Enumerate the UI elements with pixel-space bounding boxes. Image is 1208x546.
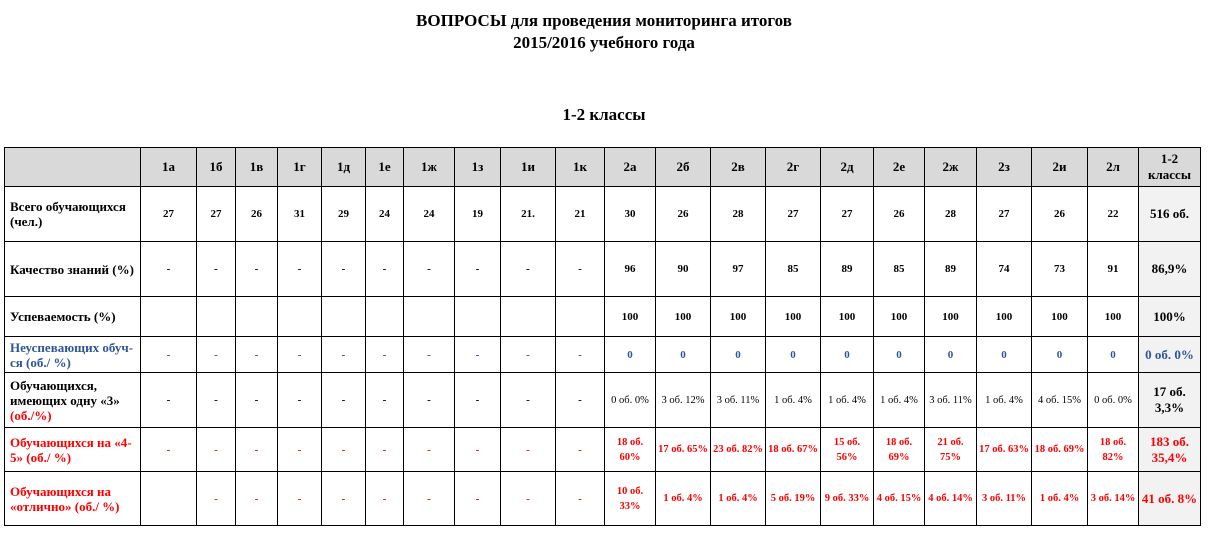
header-corner [5, 148, 141, 187]
cell-2д: 15 об. 56% [821, 428, 874, 472]
cell-1а: - [141, 373, 197, 428]
cell-2и: 73 [1032, 242, 1088, 297]
page-title: ВОПРОСЫ для проведения мониторинга итогов [416, 11, 792, 30]
cell-1г [278, 297, 322, 337]
cell-1к: - [556, 337, 605, 373]
cell-1г: - [278, 242, 322, 297]
cell-2г: 0 [766, 337, 821, 373]
class-header-2д: 2д [821, 148, 874, 187]
cell-2и: 0 [1032, 337, 1088, 373]
cell-1ж: - [404, 373, 455, 428]
cell-2а: 100 [605, 297, 656, 337]
page-title-year: 2015/2016 учебного года [513, 33, 695, 52]
cell-2л: 3 об. 14% [1088, 472, 1139, 526]
cell-1е: - [366, 428, 404, 472]
cell-1и: - [501, 428, 556, 472]
cell-1е [366, 297, 404, 337]
row-label-text: Обучающихся на «отлично» (об./ %) [10, 483, 120, 514]
row-label [5, 187, 141, 242]
cell-2в: 0 [711, 337, 766, 373]
cell-1д [322, 297, 366, 337]
cell-1г: - [278, 373, 322, 428]
cell-1б: - [197, 373, 236, 428]
row-label-suffix: (об./%) [10, 407, 52, 423]
class-header-2б: 2б [656, 148, 711, 187]
row-label [5, 428, 141, 472]
row-label-text: Обучающихся, имеющих одну «3» [10, 377, 120, 408]
cell-1а: - [141, 242, 197, 297]
cell-2г: 100 [766, 297, 821, 337]
cell-1е: 24 [366, 187, 404, 242]
cell-2е: 4 об. 15% [874, 472, 925, 526]
cell-1ж [404, 297, 455, 337]
row-total: 41 об. 8% [1139, 472, 1201, 526]
cell-2л: 0 об. 0% [1088, 373, 1139, 428]
cell-2е: 85 [874, 242, 925, 297]
cell-1г: - [278, 428, 322, 472]
cell-1в: - [236, 472, 278, 526]
class-header-1и: 1и [501, 148, 556, 187]
cell-1е: - [366, 242, 404, 297]
cell-2з: 17 об. 63% [977, 428, 1032, 472]
row-total-students [5, 187, 1201, 242]
cell-1в: - [236, 373, 278, 428]
cell-1з [455, 297, 501, 337]
cell-2е: 1 об. 4% [874, 373, 925, 428]
cell-2д: 9 об. 33% [821, 472, 874, 526]
class-header-2в: 2в [711, 148, 766, 187]
row-label [5, 472, 141, 526]
cell-1в [236, 297, 278, 337]
cell-2з: 1 об. 4% [977, 373, 1032, 428]
cell-1к [556, 297, 605, 337]
row-total: 0 об. 0% [1139, 337, 1201, 373]
cell-2в: 28 [711, 187, 766, 242]
class-header-2л: 2л [1088, 148, 1139, 187]
cell-1а [141, 297, 197, 337]
cell-2з: 3 об. 11% [977, 472, 1032, 526]
cell-2з: 27 [977, 187, 1032, 242]
cell-2в: 100 [711, 297, 766, 337]
cell-2е: 26 [874, 187, 925, 242]
cell-2а: 0 [605, 337, 656, 373]
cell-1з: 19 [455, 187, 501, 242]
cell-2в: 97 [711, 242, 766, 297]
cell-1и [501, 297, 556, 337]
cell-1ж: - [404, 428, 455, 472]
row-label [5, 337, 141, 373]
class-header-2з: 2з [977, 148, 1032, 187]
cell-1д: - [322, 242, 366, 297]
cell-2д: 1 об. 4% [821, 373, 874, 428]
cell-2и: 1 об. 4% [1032, 472, 1088, 526]
cell-1в: 26 [236, 187, 278, 242]
row-label-text: Неуспевающих обуч-ся (об./ %) [10, 339, 134, 370]
cell-1в: - [236, 428, 278, 472]
row-total: 100% [1139, 297, 1201, 337]
cell-2д: 89 [821, 242, 874, 297]
cell-1з: - [455, 472, 501, 526]
cell-2а: 96 [605, 242, 656, 297]
cell-1а: - [141, 428, 197, 472]
cell-1е: - [366, 472, 404, 526]
cell-1е: - [366, 373, 404, 428]
cell-1з: - [455, 242, 501, 297]
cell-2л: 100 [1088, 297, 1139, 337]
row-total: 17 об. 3,3% [1139, 373, 1201, 428]
cell-2з: 100 [977, 297, 1032, 337]
row-progress [5, 297, 1201, 337]
cell-2ж: 4 об. 14% [925, 472, 977, 526]
cell-2д: 0 [821, 337, 874, 373]
cell-2в: 1 об. 4% [711, 472, 766, 526]
cell-2л: 0 [1088, 337, 1139, 373]
cell-2б: 100 [656, 297, 711, 337]
cell-2ж: 89 [925, 242, 977, 297]
cell-2г: 85 [766, 242, 821, 297]
cell-2л: 22 [1088, 187, 1139, 242]
row-total: 183 об. 35,4% [1139, 428, 1201, 472]
cell-2б: 1 об. 4% [656, 472, 711, 526]
cell-1и: 21. [501, 187, 556, 242]
class-header-1б: 1б [197, 148, 236, 187]
row-label [5, 373, 141, 428]
cell-2б: 26 [656, 187, 711, 242]
cell-1б [197, 297, 236, 337]
cell-1б: 27 [197, 187, 236, 242]
section-subtitle: 1-2 классы [562, 105, 646, 124]
row-label-text: Успеваемость (%) [10, 309, 116, 324]
cell-1д: - [322, 428, 366, 472]
cell-2з: 74 [977, 242, 1032, 297]
class-header-2е: 2е [874, 148, 925, 187]
cell-1з: - [455, 337, 501, 373]
cell-2е: 18 об. 69% [874, 428, 925, 472]
cell-2ж: 21 об. 75% [925, 428, 977, 472]
cell-1ж: - [404, 337, 455, 373]
cell-1д: - [322, 373, 366, 428]
cell-1г: 31 [278, 187, 322, 242]
class-header-2а: 2а [605, 148, 656, 187]
cell-2б: 90 [656, 242, 711, 297]
row-one-three [5, 373, 1201, 428]
cell-2а: 0 об. 0% [605, 373, 656, 428]
cell-2д: 100 [821, 297, 874, 337]
cell-2е: 100 [874, 297, 925, 337]
class-header-2ж: 2ж [925, 148, 977, 187]
cell-1д: - [322, 472, 366, 526]
cell-1з: - [455, 428, 501, 472]
cell-1к: - [556, 472, 605, 526]
class-header-2и: 2и [1032, 148, 1088, 187]
cell-2д: 27 [821, 187, 874, 242]
header-row [5, 148, 1201, 187]
cell-1г: - [278, 472, 322, 526]
row-failing [5, 337, 1201, 373]
class-header-1к: 1к [556, 148, 605, 187]
cell-2з: 0 [977, 337, 1032, 373]
class-header-2г: 2г [766, 148, 821, 187]
cell-2и: 26 [1032, 187, 1088, 242]
cell-1ж: - [404, 472, 455, 526]
row-total: 86,9% [1139, 242, 1201, 297]
cell-2л: 91 [1088, 242, 1139, 297]
cell-1е: - [366, 337, 404, 373]
cell-2ж: 0 [925, 337, 977, 373]
row-label [5, 297, 141, 337]
cell-1а: 27 [141, 187, 197, 242]
class-header-1е: 1е [366, 148, 404, 187]
cell-1д: 29 [322, 187, 366, 242]
row-excellent [5, 472, 1201, 526]
class-header-1з: 1з [455, 148, 501, 187]
cell-1к: - [556, 242, 605, 297]
cell-2в: 23 об. 82% [711, 428, 766, 472]
cell-2и: 100 [1032, 297, 1088, 337]
cell-1к: - [556, 373, 605, 428]
row-label [5, 242, 141, 297]
cell-1б: - [197, 242, 236, 297]
cell-2а: 30 [605, 187, 656, 242]
row-label-text: Всего обучающихся (чел.) [10, 199, 126, 229]
class-header-1г: 1г [278, 148, 322, 187]
cell-2б: 0 [656, 337, 711, 373]
class-header-1в: 1в [236, 148, 278, 187]
class-header-1ж: 1ж [404, 148, 455, 187]
cell-2и: 4 об. 15% [1032, 373, 1088, 428]
cell-2ж: 28 [925, 187, 977, 242]
row-label-text: Качество знаний (%) [10, 261, 134, 277]
cell-2л: 18 об. 82% [1088, 428, 1139, 472]
class-header-1д: 1д [322, 148, 366, 187]
cell-1и: - [501, 337, 556, 373]
row-knowledge-quality [5, 242, 1201, 297]
cell-1и: - [501, 472, 556, 526]
cell-1и: - [501, 373, 556, 428]
cell-1б: - [197, 428, 236, 472]
cell-1ж: - [404, 242, 455, 297]
class-header-1а: 1а [141, 148, 197, 187]
cell-1б: - [197, 472, 236, 526]
monitoring-table [4, 147, 1201, 526]
row-label-text: Обучающихся на «4-5» (об./ %) [10, 434, 132, 465]
row-total: 516 об. [1139, 187, 1201, 242]
cell-1в: - [236, 242, 278, 297]
cell-2б: 17 об. 65% [656, 428, 711, 472]
cell-2в: 3 об. 11% [711, 373, 766, 428]
cell-1и: - [501, 242, 556, 297]
cell-1б: - [197, 337, 236, 373]
cell-1ж: 24 [404, 187, 455, 242]
cell-2ж: 3 об. 11% [925, 373, 977, 428]
cell-2б: 3 об. 12% [656, 373, 711, 428]
cell-2ж: 100 [925, 297, 977, 337]
cell-2г: 27 [766, 187, 821, 242]
cell-2а: 18 об. 60% [605, 428, 656, 472]
total-header: 1-2 классы [1139, 148, 1201, 187]
cell-1д: - [322, 337, 366, 373]
row-fours-fives [5, 428, 1201, 472]
cell-2г: 18 об. 67% [766, 428, 821, 472]
cell-1г: - [278, 337, 322, 373]
cell-1к: - [556, 428, 605, 472]
cell-2и: 18 об. 69% [1032, 428, 1088, 472]
cell-2а: 10 об. 33% [605, 472, 656, 526]
cell-2е: 0 [874, 337, 925, 373]
cell-2г: 5 об. 19% [766, 472, 821, 526]
cell-1з: - [455, 373, 501, 428]
cell-1а: - [141, 337, 197, 373]
cell-1а [141, 472, 197, 526]
cell-1к: 21 [556, 187, 605, 242]
cell-2г: 1 об. 4% [766, 373, 821, 428]
cell-1в: - [236, 337, 278, 373]
